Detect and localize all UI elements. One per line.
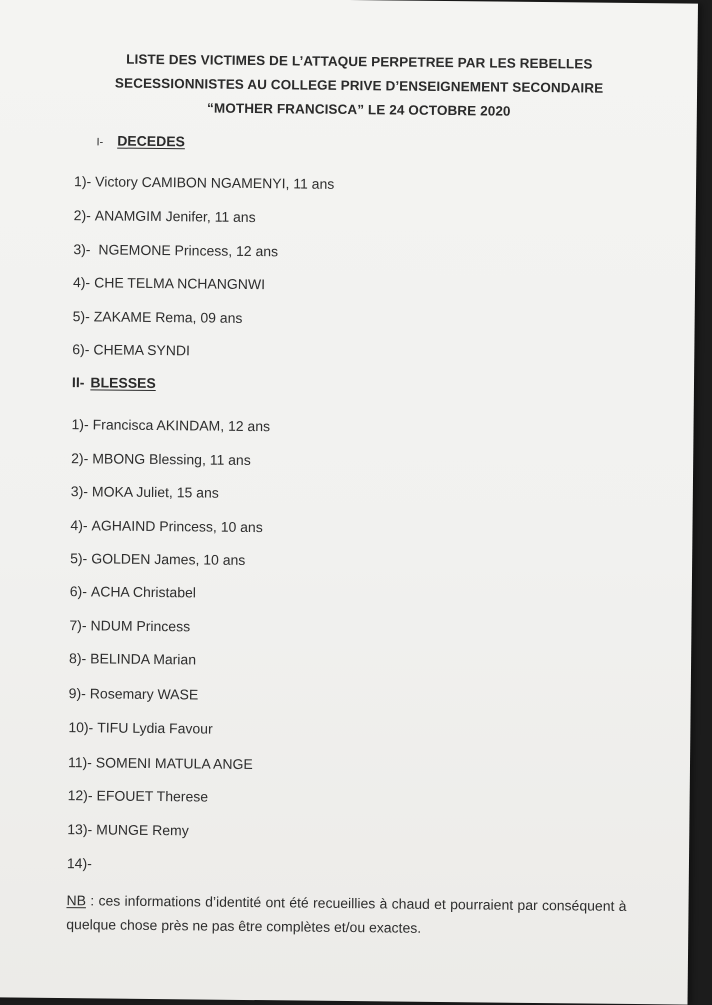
list-item-text: Victory CAMIBON NGAMENYI, 11 ans xyxy=(95,173,334,192)
list-item xyxy=(71,416,270,434)
list-item-index: 13)- xyxy=(67,821,92,837)
disclaimer-note xyxy=(66,888,626,942)
list-item-text: ANAMGIM Jenifer, 11 ans xyxy=(95,207,256,225)
list-item xyxy=(70,550,245,568)
list-item xyxy=(74,173,334,192)
section-number: I- xyxy=(96,136,103,148)
list-item-index: 3)- xyxy=(71,483,88,499)
list-item xyxy=(69,685,199,702)
list-item-text: EFOUET Therese xyxy=(96,787,208,804)
list-item-index: 1)- xyxy=(74,173,91,189)
list-item-index: 14)- xyxy=(67,855,92,871)
list-item xyxy=(71,483,219,501)
list-item-index: 2)- xyxy=(71,450,88,466)
list-item xyxy=(69,617,190,634)
section-title: BLESSES xyxy=(90,374,156,391)
list-item xyxy=(70,517,262,535)
list-item-index: 5)- xyxy=(73,308,90,324)
list-item xyxy=(73,308,243,326)
list-item xyxy=(73,241,278,259)
list-item-text: NGEMONE Princess, 12 ans xyxy=(94,241,278,259)
list-item xyxy=(68,787,209,804)
section-number: II- xyxy=(72,374,85,390)
list-item-index: 1)- xyxy=(71,416,88,432)
section-injured-heading xyxy=(72,374,156,391)
list-item-index: 4)- xyxy=(70,517,87,533)
list-item-text: NDUM Princess xyxy=(90,617,190,634)
list-item-index: 6)- xyxy=(72,341,89,357)
list-item xyxy=(69,650,196,667)
list-item-text: Rosemary WASE xyxy=(90,685,199,702)
list-item-text: MBONG Blessing, 11 ans xyxy=(92,450,251,468)
list-item-text: CHEMA SYNDI xyxy=(93,341,190,358)
list-item xyxy=(70,583,196,600)
list-item-text: TIFU Lydia Favour xyxy=(97,719,213,736)
list-item xyxy=(68,754,253,772)
list-item xyxy=(74,207,256,225)
list-item-text: MUNGE Remy xyxy=(96,821,189,838)
list-item xyxy=(72,341,190,358)
document-title-line-2: SECESSIONNISTES AU COLLEGE PRIVE D’ENSEIGNEMENT SECONDAIRE xyxy=(79,75,639,96)
list-item-index: 10)- xyxy=(68,719,93,735)
list-item-text: GOLDEN James, 10 ans xyxy=(91,550,245,568)
list-item-index: 9)- xyxy=(69,685,86,701)
list-item xyxy=(67,855,96,871)
section-deceased-heading xyxy=(96,132,185,149)
list-item-text: SOMENI MATULA ANGE xyxy=(96,754,253,772)
note-text: : ces informations d’identité ont été recueillies à chaud et pourraient par conséquent à quelque chose près ne pas être complètes et/ou exactes. xyxy=(66,892,626,936)
list-item-text: AGHAIND Princess, 10 ans xyxy=(92,517,263,535)
list-item-text: ZAKAME Rema, 09 ans xyxy=(94,308,243,326)
list-item xyxy=(68,719,212,737)
section-title: DECEDES xyxy=(117,133,185,150)
list-item xyxy=(73,274,265,292)
list-item-text: BELINDA Marian xyxy=(90,650,196,667)
list-item-index: 7)- xyxy=(69,617,86,633)
list-item-text: MOKA Juliet, 15 ans xyxy=(92,483,219,500)
list-item xyxy=(71,450,251,468)
list-item-text: ACHA Christabel xyxy=(91,583,196,600)
list-item-index: 8)- xyxy=(69,650,86,666)
list-item-index: 4)- xyxy=(73,274,90,290)
list-item-index: 12)- xyxy=(68,787,93,803)
list-item-text: Francisca AKINDAM, 12 ans xyxy=(93,416,271,434)
list-item-index: 2)- xyxy=(74,207,91,223)
document-title-line-1: LISTE DES VICTIMES DE L’ATTAQUE PERPETREE PAR LES REBELLES xyxy=(79,51,639,72)
list-item-index: 11)- xyxy=(68,754,92,770)
list-item-index: 6)- xyxy=(70,583,87,599)
list-item-text: CHE TELMA NCHANGNWI xyxy=(94,274,265,292)
list-item xyxy=(67,821,189,838)
document-title-line-3: “MOTHER FRANCISCA” LE 24 OCTOBRE 2020 xyxy=(79,99,639,120)
list-item-index: 5)- xyxy=(70,550,87,566)
list-item-index: 3)- xyxy=(73,241,90,257)
note-label: NB xyxy=(66,892,86,908)
